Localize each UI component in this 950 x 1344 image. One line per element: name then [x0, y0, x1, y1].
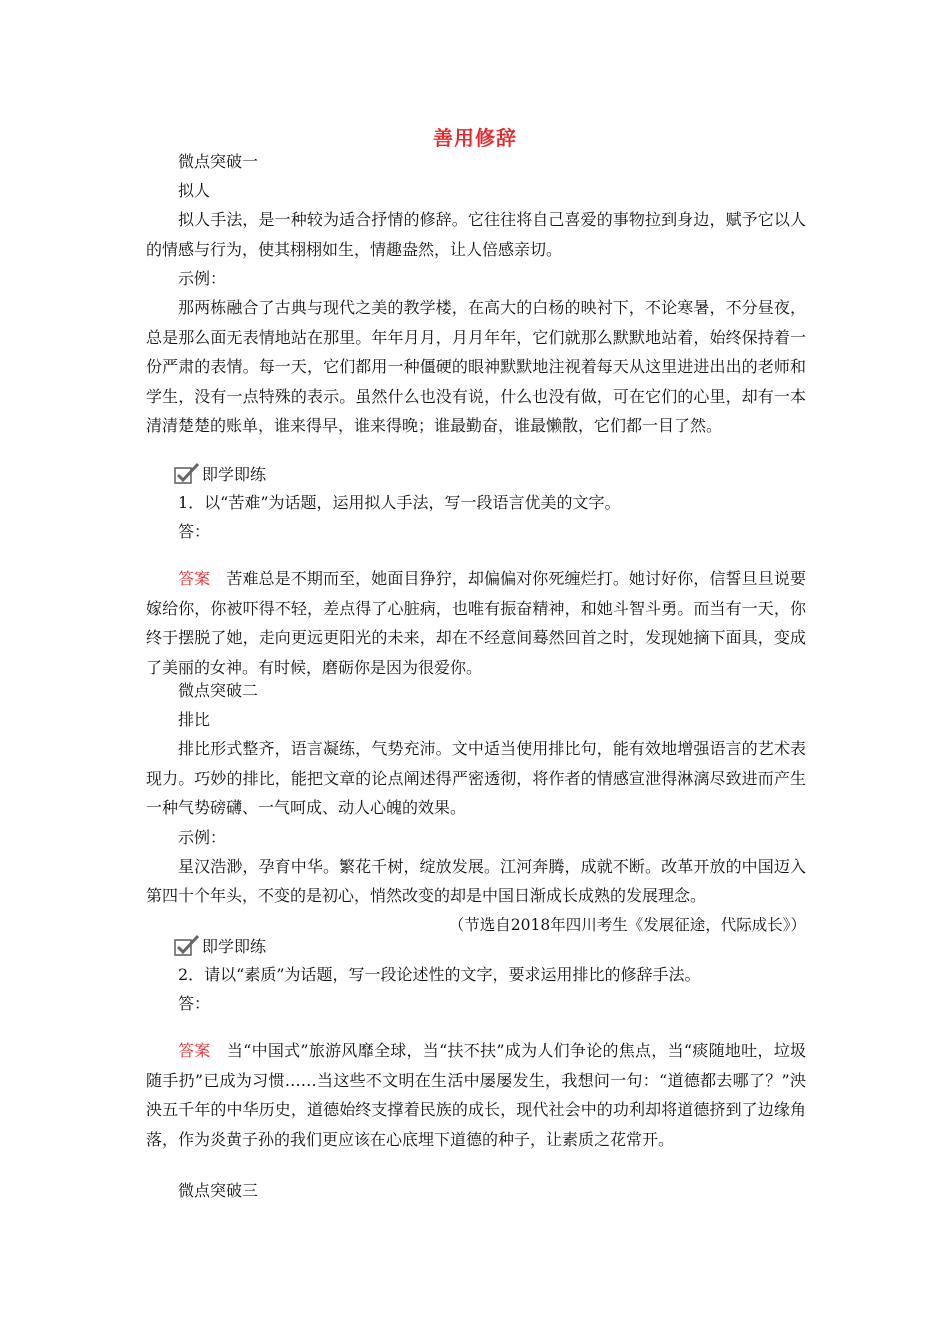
page-title: 善用修辞: [433, 126, 517, 150]
practice-question: 1．以“苦难”为话题，运用拟人手法，写一段语言优美的文字。: [178, 493, 621, 512]
section-intro: 排比形式整齐，语言凝练，气势充沛。文中适当使用排比句，能有效地增强语言的艺术表现力。巧妙的排比，能把文章的论点阐述得严密透彻，将作者的情感宣泄得淋漓尽致进而产生一种气势磅礴、一气呵成、动人心魄的效果。: [146, 739, 806, 817]
answer-paragraph: [146, 1036, 806, 1154]
example-text: 星汉浩渺，孕育中华。繁花千树，绽放发展。江河奔腾，成就不断。改革开放的中国迈入第四十个年头，不变的是初心，悄然改变的却是中国日渐成长成熟的发展理念。: [146, 856, 806, 905]
example-label: 示例：: [178, 827, 227, 847]
answer-paragraph: [146, 564, 806, 682]
section-parallelism: [146, 676, 806, 940]
answer-prompt: 答：: [178, 994, 211, 1013]
answer-block-1: [146, 564, 806, 682]
example-label: 示例：: [178, 269, 227, 288]
answer-text: 苦难总是不期而至，她面目狰狞，却偏偏对你死缠烂打。她讨好你，信誓旦旦说要嫁给你，你被吓得不轻，差点得了心脏病，也唯有振奋精神，和她斗智斗勇。而当有一天，你终于摆脱了她，走向更远更阳光的未来，却在不经意间蓦然回首之时，发现她摘下面具，变成了美丽的女神。有时候，磨砺你是因为很爱你。: [146, 569, 806, 677]
section-heading: 微点突破二: [178, 681, 259, 700]
example-text: 那两栋融合了古典与现代之美的教学楼，在高大的白杨的映衬下，不论寒暑，不分昼夜，总是那么面无表情地站在那里。年年月月，月月年年，它们就那么默默地站着，始终保持着一份严肃的表情。每一天，它们都用一种僵硬的眼神默默地注视着每天从这里进进出出的老师和学生，没有一点特殊的表示。虽然什么也没有说，什么也没有做，可在它们的心里，却有一本清清楚楚的账单，谁来得早，谁来得晚；谁最勤奋，谁最懒散，它们都一目了然。: [146, 298, 806, 435]
section-heading: 微点突破三: [178, 1181, 259, 1200]
checkbox-check-icon: [174, 935, 200, 957]
section-name: 排比: [178, 710, 211, 729]
section-heading: 微点突破一: [178, 152, 259, 171]
section-3: [146, 1176, 806, 1205]
section-name: 拟人: [178, 181, 211, 200]
answer-prompt: 答：: [178, 522, 211, 541]
answer-tag: 答案: [178, 569, 211, 588]
practice-heading: [146, 459, 806, 488]
practice-label: 即学即练: [202, 465, 267, 484]
answer-text: 当“中国式”旅游风靡全球，当“扶不扶”成为人们争论的焦点，当“痰随地吐，垃圾随手扔”已成为习惯……当这些不文明在生活中屡屡发生，我想问一句：“道德都去哪了？”泱泱五千年的中华历史，道德始终支撑着民族的成长，现代社会中的功利却将道德挤到了边缘角落，作为炎黄子孙的我们更应该在心底埋下道德的种子，让素质之花常开。: [146, 1041, 806, 1149]
practice-heading: [146, 931, 806, 960]
practice-block-2: [146, 931, 806, 1018]
example-source: （节选自2018年四川考生《发展征途，代际成长》）: [448, 915, 806, 934]
practice-label: 即学即练: [202, 937, 267, 956]
practice-block-1: [146, 459, 806, 546]
checkbox-check-icon: [174, 463, 200, 485]
section-intro: 拟人手法，是一种较为适合抒情的修辞。它往往将自己喜爱的事物拉到身边，赋予它以人的情感与行为，使其栩栩如生，情趣盎然，让人倍感亲切。: [146, 210, 806, 259]
practice-question: 2．请以“素质”为话题，写一段论述性的文字，要求运用排比的修辞手法。: [178, 965, 701, 984]
section-personification: [146, 147, 806, 441]
answer-block-2: [146, 1036, 806, 1154]
answer-tag: 答案: [178, 1041, 211, 1060]
